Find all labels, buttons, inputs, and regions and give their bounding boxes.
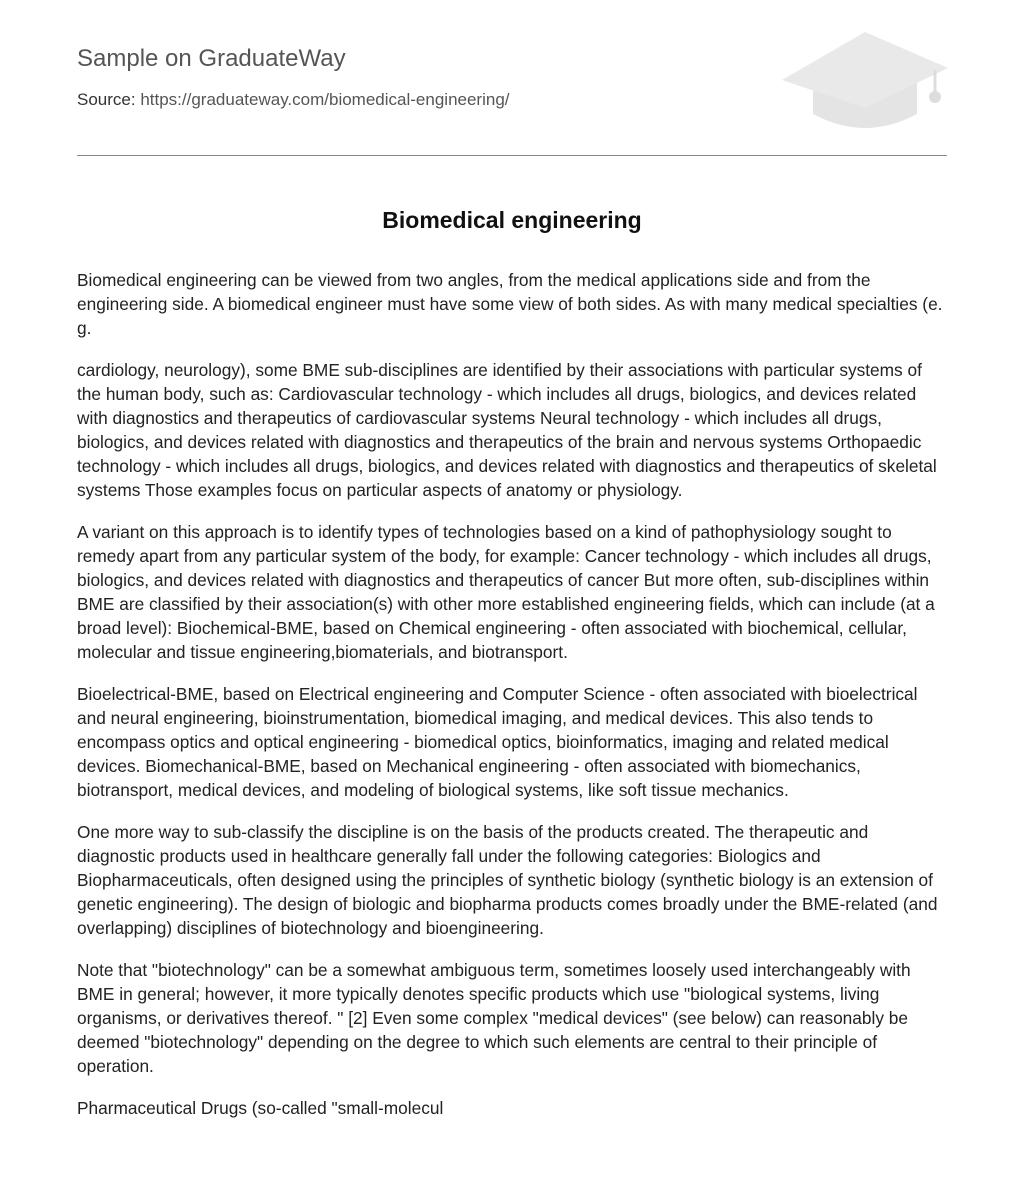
paragraph: Note that "biotechnology" can be a somewhat ambiguous term, sometimes loosely used interchangeably with BME in general; however, it more typically denotes specific products which use "biological systems, living organisms, or derivatives thereof. " [2] Even some complex "medical devices" (see below) can reasonably be deemed "biotechnology" depending on the degree to which such elements are central to their principle of operation. <box>77 960 911 1076</box>
document-body <box>77 268 949 1138</box>
site-title: Sample on GraduateWay <box>77 45 346 72</box>
paragraph: One more way to sub-classify the discipline is on the basis of the products created. The therapeutic and diagnostic products used in healthcare generally fall under the following categories: Biologics and Biopharmaceuticals, often designed using the principles of synthetic biology (synthetic biology is an extension of genetic engineering). The design of biologic and biopharma products comes broadly under the BME-related (and overlapping) disciplines of biotechnology and bioengineering. <box>77 822 938 938</box>
paragraph: Biomedical engineering can be viewed from two angles, from the medical applications side and from the engineering side. A biomedical engineer must have some view of both sides. As with many medical specialties (e. g. <box>77 270 943 338</box>
source-label: Source: <box>77 90 136 109</box>
header-divider <box>77 155 947 156</box>
paragraph: A variant on this approach is to identify types of technologies based on a kind of pathophysiology sought to remedy apart from any particular system of the body, for example: Cancer technology - which includes all drugs, biologics, and devices related with diagnostics and therapeutics of cancer But more often, sub-disciplines within BME are classified by their association(s) with other more established engineering fields, which can include (at a broad level): Biochemical-BME, based on Chemical engineering - often associated with biochemical, cellular, molecular and tissue engineering,biomaterials, and biotransport. <box>77 522 935 662</box>
paragraph: Pharmaceutical Drugs (so-called "small-molecul <box>77 1098 444 1118</box>
source-link[interactable]: https://graduateway.com/biomedical-engineering/ <box>140 90 510 109</box>
graduation-cap-icon <box>780 30 950 134</box>
paragraph: cardiology, neurology), some BME sub-disciplines are identified by their associations with particular systems of the human body, such as: Cardiovascular technology - which includes all drugs, biologics, and devices related with diagnostics and therapeutics of cardiovascular systems Neural technology - which includes all drugs, biologics, and devices related with diagnostics and therapeutics of the brain and nervous systems Orthopaedic technology - which includes all drugs, biologics, and devices related with diagnostics and therapeutics of skeletal systems Those examples focus on particular aspects of anatomy or physiology. <box>77 360 937 500</box>
document-title: Biomedical engineering <box>382 207 642 233</box>
source-line <box>77 89 510 111</box>
paragraph: Bioelectrical-BME, based on Electrical engineering and Computer Science - often associated with bioelectrical and neural engineering, bioinstrumentation, biomedical imaging, and medical devices. This also tends to encompass optics and optical engineering - biomedical optics, bioinformatics, imaging and related medical devices. Biomechanical-BME, based on Mechanical engineering - often associated with biomechanics, biotransport, medical devices, and modeling of biological systems, like soft tissue mechanics. <box>77 684 918 800</box>
